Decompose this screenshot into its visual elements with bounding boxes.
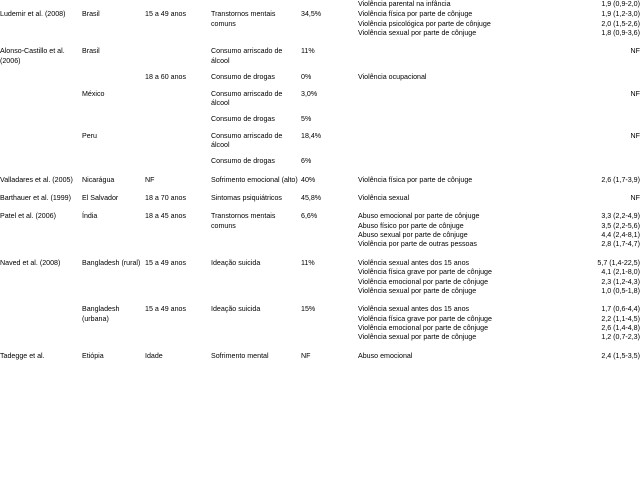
cell-or xyxy=(518,203,640,249)
violence-item: Violência física grave por parte de cônjuge xyxy=(358,268,492,277)
violence-item: Violência sexual por parte de cônjuge xyxy=(358,29,477,38)
country-text: México xyxy=(82,89,105,98)
cell-prevalence xyxy=(301,167,358,185)
table-row xyxy=(0,185,640,203)
table-row xyxy=(0,296,640,342)
violence-item: Abuso sexual por parte de cônjuge xyxy=(358,231,468,240)
cell-outcome xyxy=(211,66,301,82)
cell-age xyxy=(145,167,211,185)
table-row xyxy=(0,66,640,82)
violence-item: Violência emocional por parte de cônjuge xyxy=(358,323,489,332)
or-item: 2,6 (1,7-3,9) xyxy=(601,175,640,184)
cell-violence xyxy=(358,66,518,82)
cell-author xyxy=(0,66,82,82)
violence-item: Violência sexual antes dos 15 anos xyxy=(358,258,470,267)
outcome-text: Consumo de drogas xyxy=(211,157,275,166)
violence-item: Violência sexual antes dos 15 anos xyxy=(358,305,470,314)
outcome-text: Ideação suicida xyxy=(211,305,261,314)
cell-prevalence xyxy=(301,125,358,151)
cell-age xyxy=(145,250,211,296)
cell-or xyxy=(518,250,640,296)
table-row xyxy=(0,203,640,249)
cell-author xyxy=(0,203,82,249)
table-row xyxy=(0,108,640,124)
or-item: 1,9 (0,9-2,0) xyxy=(601,0,640,8)
author-text: Naved et al. (2008) xyxy=(0,258,61,267)
violence-item: Violência física grave por parte de cônjuge xyxy=(358,314,492,323)
cell-country xyxy=(82,125,145,151)
cell-or xyxy=(518,185,640,203)
cell-outcome xyxy=(211,250,301,296)
cell-violence xyxy=(358,108,518,124)
violence-item: Abuso emocional por parte de cônjuge xyxy=(358,212,480,221)
table-row xyxy=(0,83,640,109)
country-text: Índia xyxy=(82,212,98,221)
cell-outcome xyxy=(211,343,301,361)
or-item: 3,3 (2,2-4,9) xyxy=(601,212,640,221)
cell-author xyxy=(0,125,82,151)
cell-violence xyxy=(358,38,518,66)
table-row xyxy=(0,167,640,185)
cell-outcome xyxy=(211,125,301,151)
prevalence-text: 6% xyxy=(301,157,312,166)
prevalence-text: NF xyxy=(301,351,311,360)
prevalence-text: 6,6% xyxy=(301,212,318,221)
cell-prevalence xyxy=(301,0,358,9)
country-text: Nicarágua xyxy=(82,175,115,184)
violence-item: Violência emocional por parte de cônjuge xyxy=(358,277,489,286)
country-text: Peru xyxy=(82,131,97,140)
cell-violence xyxy=(358,167,518,185)
country-text: El Salvador xyxy=(82,194,119,203)
prevalence-text: 40% xyxy=(301,175,316,184)
violence-item: Violência física por parte de cônjuge xyxy=(358,10,473,19)
cell-age xyxy=(145,38,211,66)
cell-or xyxy=(518,108,640,124)
cell-outcome xyxy=(211,0,301,9)
cell-prevalence xyxy=(301,66,358,82)
or-item: 2,3 (1,2-4,3) xyxy=(601,277,640,286)
prevalence-text: 45,8% xyxy=(301,194,322,203)
cell-country xyxy=(82,83,145,109)
cell-outcome xyxy=(211,108,301,124)
violence-item: Violência psicológica por parte de cônjuge xyxy=(358,19,491,28)
cell-age xyxy=(145,296,211,342)
cell-author xyxy=(0,9,82,38)
age-text: 18 a 60 anos xyxy=(145,73,187,82)
table-row-partial xyxy=(0,0,640,9)
cell-prevalence xyxy=(301,296,358,342)
violence-item: Violência ocupacional xyxy=(358,73,427,82)
cell-country xyxy=(82,203,145,249)
cell-country xyxy=(82,250,145,296)
violence-item: Abuso físico por parte de cônjuge xyxy=(358,221,464,230)
or-item: NF xyxy=(630,131,640,140)
or-item: 1,2 (0,7-2,3) xyxy=(601,333,640,342)
table-row xyxy=(0,343,640,361)
cell-country xyxy=(82,150,145,166)
violence-item: Violência física por parte de cônjuge xyxy=(358,175,473,184)
or-item: NF xyxy=(630,47,640,56)
cell-violence xyxy=(358,9,518,38)
or-item: 2,6 (1,4-4,8) xyxy=(601,323,640,332)
cell-country xyxy=(82,9,145,38)
cell-prevalence xyxy=(301,38,358,66)
cell-violence xyxy=(358,343,518,361)
author-text: Alonso-Castillo et al. (2006) xyxy=(0,47,65,65)
cell-violence xyxy=(358,83,518,109)
cell-country xyxy=(82,343,145,361)
or-item: 1,7 (0,6-4,4) xyxy=(601,305,640,314)
cell-country xyxy=(82,108,145,124)
cell-age xyxy=(145,185,211,203)
cell-country xyxy=(82,185,145,203)
country-text: Brasil xyxy=(82,47,100,56)
cell-country xyxy=(82,66,145,82)
cell-author xyxy=(0,83,82,109)
table-row xyxy=(0,150,640,166)
age-text: NF xyxy=(145,175,155,184)
violence-item: Violência por parte de outras pessoas xyxy=(358,240,477,249)
outcome-text: Consumo arriscado de álcool xyxy=(211,89,283,107)
cell-country xyxy=(82,296,145,342)
or-item: 2,0 (1,5-2,6) xyxy=(601,19,640,28)
cell-or xyxy=(518,9,640,38)
cell-country xyxy=(82,167,145,185)
or-item: 2,4 (1,5-3,5) xyxy=(601,351,640,360)
cell-violence xyxy=(358,150,518,166)
outcome-text: Sofrimento emocional (alto) xyxy=(211,175,298,184)
cell-or xyxy=(518,296,640,342)
outcome-text: Transtornos mentais comuns xyxy=(211,212,276,230)
outcome-text: Consumo arriscado de álcool xyxy=(211,47,283,65)
violence-item: Violência sexual por parte de cônjuge xyxy=(358,333,477,342)
author-text: Tadegge et al. xyxy=(0,351,45,360)
cell-or xyxy=(518,167,640,185)
author-text: Valladares et al. (2005) xyxy=(0,175,73,184)
age-text: 15 a 49 anos xyxy=(145,10,187,19)
cell-prevalence xyxy=(301,185,358,203)
outcome-text: Consumo de drogas xyxy=(211,73,275,82)
cell-author xyxy=(0,250,82,296)
age-text: 18 a 45 anos xyxy=(145,212,187,221)
age-text: 15 a 49 anos xyxy=(145,305,187,314)
cell-or xyxy=(518,38,640,66)
prevalence-text: 15% xyxy=(301,305,316,314)
or-item: 4,4 (2,4-8,1) xyxy=(601,231,640,240)
or-item: 1,9 (1,2-3,0) xyxy=(601,10,640,19)
country-text: Brasil xyxy=(82,10,100,19)
table-row xyxy=(0,9,640,38)
cell-or xyxy=(518,0,640,9)
cell-author xyxy=(0,108,82,124)
cell-age xyxy=(145,0,211,9)
violence-item: Abuso emocional xyxy=(358,351,413,360)
cell-author xyxy=(0,0,82,9)
table-row xyxy=(0,38,640,66)
table-row xyxy=(0,125,640,151)
prevalence-text: 34,5% xyxy=(301,10,322,19)
author-text: Patel et al. (2006) xyxy=(0,212,56,221)
outcome-text: Transtornos mentais comuns xyxy=(211,10,276,28)
or-item: NF xyxy=(630,89,640,98)
cell-prevalence xyxy=(301,203,358,249)
age-text: 15 a 49 anos xyxy=(145,258,187,267)
cell-age xyxy=(145,108,211,124)
cell-or xyxy=(518,150,640,166)
cell-country xyxy=(82,0,145,9)
author-text: Ludemir et al. (2008) xyxy=(0,10,66,19)
cell-prevalence xyxy=(301,108,358,124)
cell-outcome xyxy=(211,167,301,185)
cell-outcome xyxy=(211,203,301,249)
prevalence-text: 3,0% xyxy=(301,89,318,98)
cell-prevalence xyxy=(301,150,358,166)
cell-age xyxy=(145,83,211,109)
violence-item: Violência parental na infância xyxy=(358,0,451,8)
cell-violence xyxy=(358,0,518,9)
cell-outcome xyxy=(211,150,301,166)
cell-outcome xyxy=(211,9,301,38)
country-text: Etiópia xyxy=(82,351,104,360)
or-item: NF xyxy=(630,194,640,203)
or-item: 3,5 (2,2-5,6) xyxy=(601,221,640,230)
violence-item: Violência sexual por parte de cônjuge xyxy=(358,286,477,295)
age-text: Idade xyxy=(145,351,163,360)
cell-outcome xyxy=(211,38,301,66)
country-text: Bangladesh (rural) xyxy=(82,258,141,267)
or-item: 5,7 (1,4-22,5) xyxy=(597,258,640,267)
cell-violence xyxy=(358,296,518,342)
or-item: 4,1 (2,1-8,0) xyxy=(601,268,640,277)
outcome-text: Sofrimento mental xyxy=(211,351,269,360)
prevalence-text: 11% xyxy=(301,47,315,56)
cell-author xyxy=(0,167,82,185)
outcome-text: Sintomas psiquiátricos xyxy=(211,194,282,203)
cell-violence xyxy=(358,125,518,151)
prevalence-text: 18,4% xyxy=(301,131,322,140)
outcome-text: Consumo de drogas xyxy=(211,115,275,124)
age-text: 18 a 70 anos xyxy=(145,194,187,203)
outcome-text: Consumo arriscado de álcool xyxy=(211,131,283,149)
cell-author xyxy=(0,150,82,166)
cell-age xyxy=(145,203,211,249)
violence-item: Violência sexual xyxy=(358,194,410,203)
cell-outcome xyxy=(211,296,301,342)
cell-violence xyxy=(358,203,518,249)
or-item: 2,8 (1,7-4,7) xyxy=(601,240,640,249)
cell-country xyxy=(82,38,145,66)
cell-violence xyxy=(358,185,518,203)
cell-prevalence xyxy=(301,9,358,38)
author-text: Barthauer et al. (1999) xyxy=(0,194,71,203)
cell-age xyxy=(145,125,211,151)
prevalence-text: 11% xyxy=(301,258,315,267)
cell-or xyxy=(518,83,640,109)
or-item: 1,0 (0,5-1,8) xyxy=(601,286,640,295)
or-item: 1,8 (0,9-3,6) xyxy=(601,29,640,38)
cell-prevalence xyxy=(301,343,358,361)
cell-or xyxy=(518,125,640,151)
cell-outcome xyxy=(211,185,301,203)
prevalence-text: 5% xyxy=(301,115,312,124)
cell-or xyxy=(518,343,640,361)
or-item: 2,2 (1,1-4,5) xyxy=(601,314,640,323)
cell-violence xyxy=(358,250,518,296)
outcome-text: Ideação suicida xyxy=(211,258,261,267)
cell-age xyxy=(145,150,211,166)
cell-prevalence xyxy=(301,250,358,296)
cell-author xyxy=(0,296,82,342)
cell-age xyxy=(145,9,211,38)
table-row xyxy=(0,250,640,296)
cell-outcome xyxy=(211,83,301,109)
cell-or xyxy=(518,66,640,82)
cell-age xyxy=(145,66,211,82)
cell-age xyxy=(145,343,211,361)
cell-author xyxy=(0,185,82,203)
cell-author xyxy=(0,38,82,66)
country-text: Bangladesh (urbana) xyxy=(82,305,120,323)
cell-prevalence xyxy=(301,83,358,109)
prevalence-text: 0% xyxy=(301,73,312,82)
cell-author xyxy=(0,343,82,361)
